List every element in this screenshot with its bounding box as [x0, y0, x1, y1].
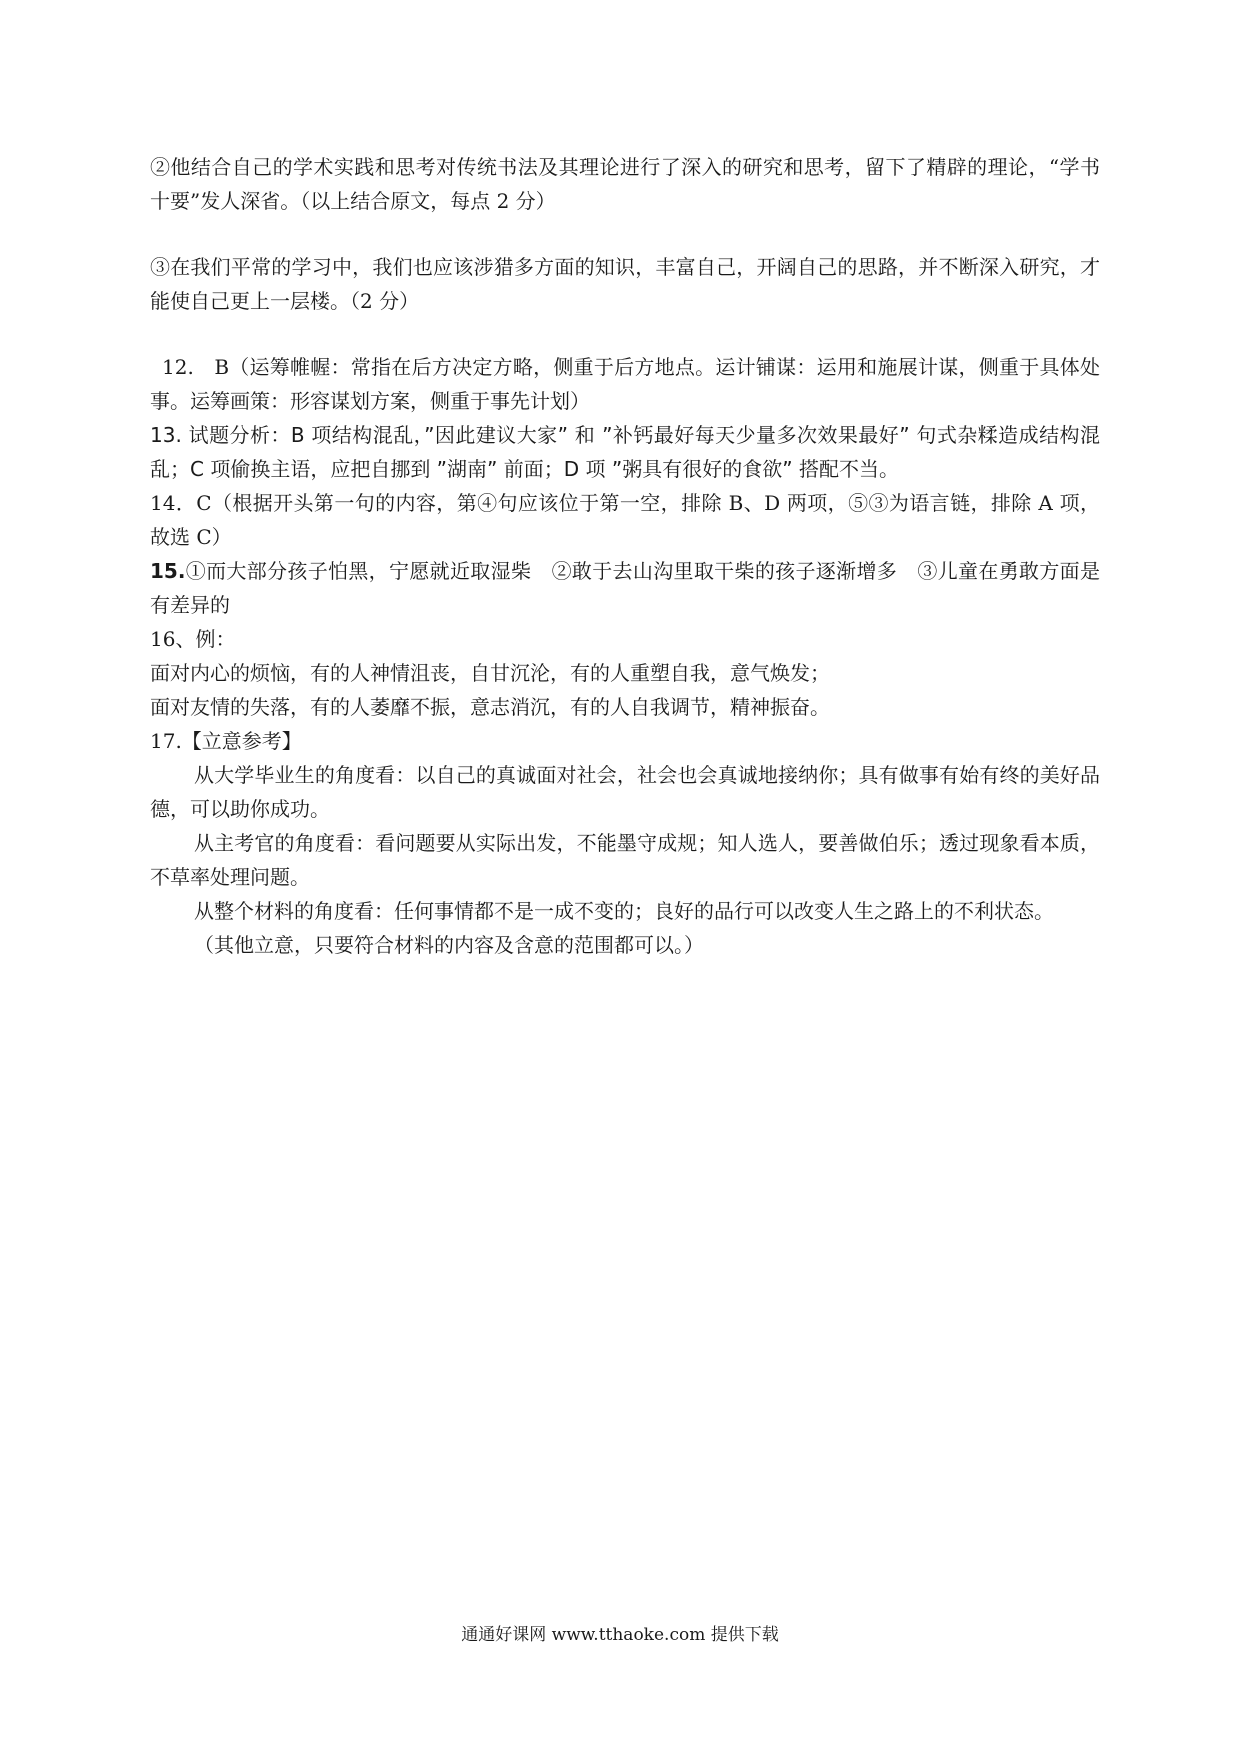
- answer-q15-number: 15.: [150, 559, 186, 583]
- answer-q15-text: ①而大部分孩子怕黑，宁愿就近取湿柴 ②敢于去山沟里取干柴的孩子逐渐增多 ③儿童在勇敢方面是有差异的: [150, 559, 1100, 617]
- answer-q12: 12. B（运筹帷幄：常指在后方决定方略，侧重于后方地点。运计铺谋：运用和施展计谋，侧重于具体处事。运筹画策：形容谋划方案，侧重于事先计划）: [150, 355, 1100, 413]
- answer-q17-note: （其他立意，只要符合材料的内容及含意的范围都可以。）: [194, 933, 704, 957]
- answer-q17-paragraph-2: 从主考官的角度看：看问题要从实际出发，不能墨守成规；知人选人，要善做伯乐；透过现象看本质，不草率处理问题。: [150, 831, 1100, 889]
- answer-q17-paragraph-3: 从整个材料的角度看：任何事情都不是一成不变的；良好的品行可以改变人生之路上的不利状态。: [194, 899, 1054, 923]
- answer-q17-heading: 17.【立意参考】: [150, 729, 302, 753]
- answer-content: [150, 150, 1100, 962]
- page-footer: 通通好课网 www.tthaoke.com 提供下载: [461, 1625, 779, 1645]
- answer-point-2: ②他结合自己的学术实践和思考对传统书法及其理论进行了深入的研究和思考，留下了精辟的理论，“学书十要”发人深省。（以上结合原文，每点 2 分）: [150, 155, 1100, 213]
- answer-q16-example-2: 面对友情的失落，有的人萎靡不振，意志消沉，有的人自我调节，精神振奋。: [150, 695, 830, 719]
- answer-q15: [150, 554, 1100, 622]
- answer-q16-heading: 16、例：: [150, 627, 236, 651]
- answer-point-3: ③在我们平常的学习中，我们也应该涉猎多方面的知识，丰富自己，开阔自己的思路，并不断深入研究，才能使自己更上一层楼。（2 分）: [150, 255, 1100, 313]
- answer-q14: 14．C（根据开头第一句的内容，第④句应该位于第一空，排除 B、D 两项，⑤③为语言链，排除 A 项，故选 C）: [150, 491, 1100, 549]
- answer-q16-example-1: 面对内心的烦恼，有的人神情沮丧，自甘沉沦，有的人重塑自我，意气焕发；: [150, 661, 830, 685]
- answer-q17-paragraph-1: 从大学毕业生的角度看：以自己的真诚面对社会，社会也会真诚地接纳你；具有做事有始有终的美好品德，可以助你成功。: [150, 763, 1100, 821]
- answer-q13: 13. 试题分析：B 项结构混乱，”因此建议大家” 和 ”补钙最好每天少量多次效果最好” 句式杂糅造成结构混乱；C 项偷换主语，应把自挪到 ”湖南” 前面；D 项 ”粥具有很好的食欲” 搭配不当。: [150, 423, 1100, 481]
